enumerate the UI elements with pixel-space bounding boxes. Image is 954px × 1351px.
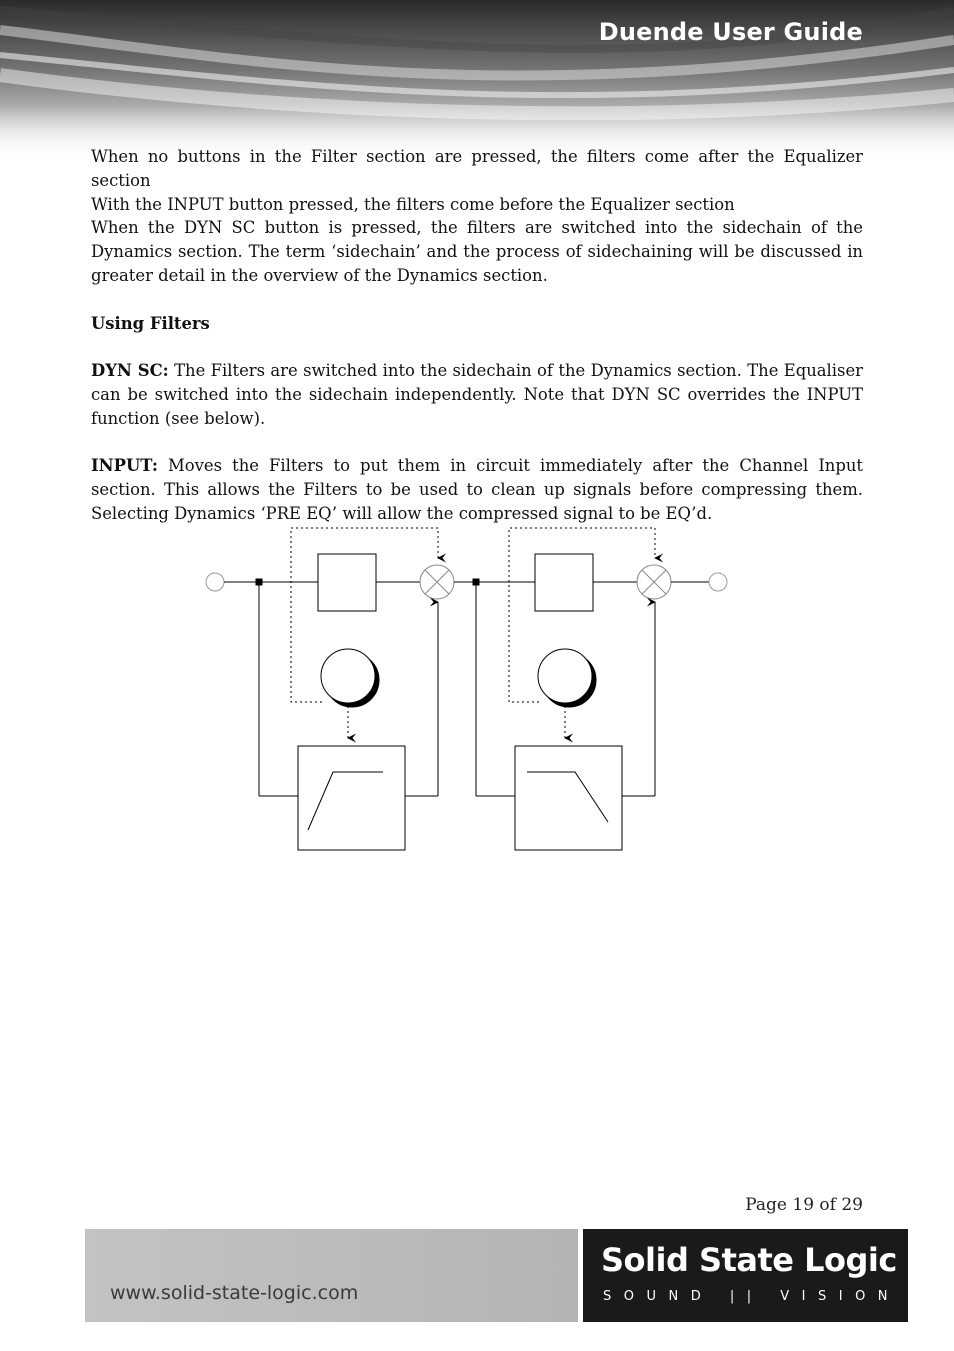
input-paragraph (91, 454, 863, 525)
website-link[interactable]: www.solid-state-logic.com (110, 1282, 359, 1304)
summing-node-2 (637, 565, 671, 599)
eq-block-2 (535, 554, 593, 611)
document-title: Duende User Guide (598, 18, 863, 46)
dynamics-knob-2 (538, 649, 592, 703)
dyn-sc-label: DYN SC: (91, 361, 169, 381)
output-terminal (709, 573, 727, 591)
paragraph-line: With the INPUT button pressed, the filters come before the Equalizer section (91, 194, 735, 214)
input-text: Moves the Filters to put them in circuit immediately after the Channel Input section. This allows the Filters to be used to clean up signals before compressing them. Selecting Dynamics ‘PRE EQ’ will allow the compressed signal to be EQ’d. (91, 456, 863, 523)
paragraph-line: When no buttons in the Filter section are pressed, the filters come after the Equalizer section (91, 147, 863, 190)
low-pass-filter-block (515, 746, 622, 850)
footer-url-bar (85, 1229, 578, 1322)
dynamics-knob (321, 649, 375, 703)
low-pass-curve (527, 772, 608, 822)
high-pass-filter-block (298, 746, 405, 850)
dyn-sc-text: The Filters are switched into the sidechain of the Dynamics section. The Equaliser can be switched into the sidechain independently. Note that DYN SC overrides the INPUT function (see below). (91, 361, 863, 428)
brand-name: Solid State Logic (601, 1241, 897, 1279)
eq-block (318, 554, 376, 611)
input-terminal (206, 573, 224, 591)
filter-block-diagram (195, 520, 740, 860)
body-text (91, 145, 863, 526)
page-header (0, 0, 954, 160)
input-label: INPUT: (91, 456, 158, 476)
page-number: Page 19 of 29 (745, 1195, 863, 1215)
paragraph-line: When the DYN SC button is pressed, the filters are switched into the sidechain of the Dynamics section. The term ‘sidechain’ and the process of sidechaining will be discussed in greater detail in the overview of the Dynamics section. (91, 218, 863, 285)
brand-tagline: SOUND || VISION (603, 1289, 901, 1304)
section-heading: Using Filters (91, 313, 210, 333)
brand-logo (583, 1229, 908, 1322)
high-pass-curve (308, 772, 383, 830)
dyn-sc-paragraph (91, 359, 863, 430)
summing-node (420, 565, 454, 599)
